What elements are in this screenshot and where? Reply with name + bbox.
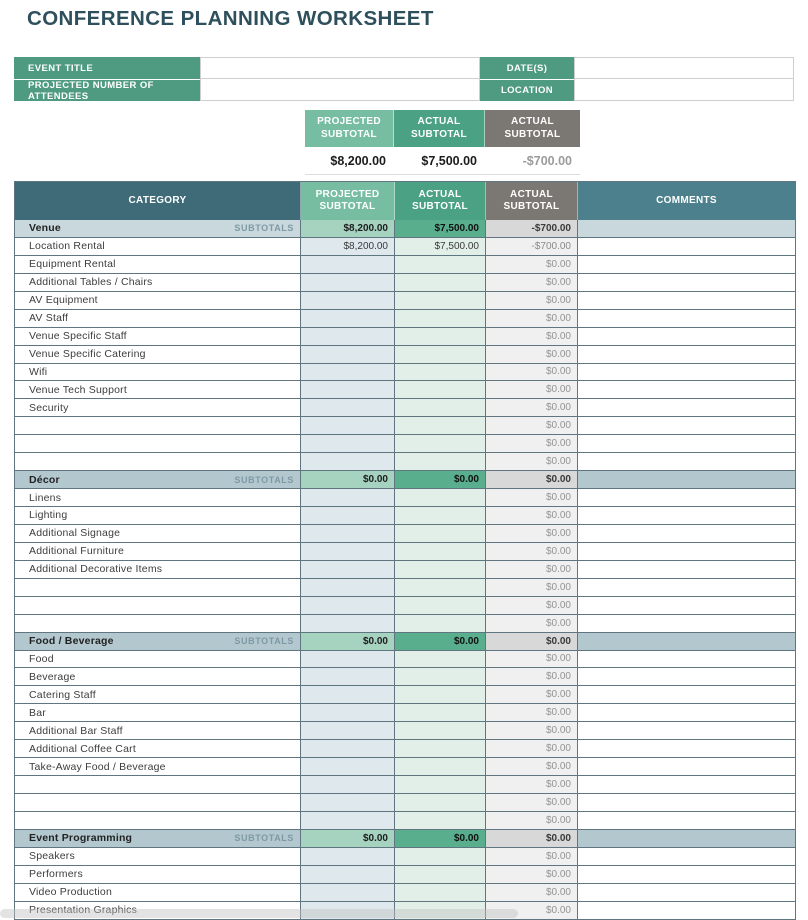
comments-cell[interactable]	[578, 794, 795, 811]
actual-cell[interactable]	[395, 651, 486, 668]
actual-cell[interactable]	[395, 417, 486, 434]
actual-cell[interactable]	[395, 292, 486, 309]
table-row[interactable]	[15, 310, 795, 328]
difference-cell[interactable]: $0.00	[486, 776, 578, 793]
table-row[interactable]	[15, 794, 795, 812]
projected-cell[interactable]	[301, 256, 395, 273]
category-cell[interactable]	[15, 292, 301, 309]
table-row[interactable]	[15, 776, 795, 794]
table-row[interactable]	[15, 525, 795, 543]
category-cell[interactable]	[15, 381, 301, 398]
comments-cell[interactable]	[578, 866, 795, 883]
difference-cell[interactable]: $0.00	[486, 704, 578, 721]
category-cell[interactable]	[15, 812, 301, 829]
category-cell[interactable]	[15, 884, 301, 901]
category-cell[interactable]	[15, 740, 301, 757]
location-input[interactable]	[574, 79, 794, 101]
category-cell[interactable]	[15, 453, 301, 470]
table-row[interactable]	[15, 597, 795, 615]
section-name: Food / Beverage	[29, 635, 114, 648]
horizontal-scrollbar[interactable]	[0, 909, 518, 918]
dates-input[interactable]	[574, 57, 794, 79]
category-cell[interactable]	[15, 274, 301, 291]
actual-cell[interactable]	[395, 579, 486, 596]
category-cell[interactable]	[15, 507, 301, 524]
section-actual-subtotal-cell[interactable]: $0.00	[395, 633, 486, 650]
row-label: Additional Tables / Chairs	[29, 276, 153, 289]
row-label: Venue Tech Support	[29, 383, 127, 396]
category-cell[interactable]	[15, 848, 301, 865]
row-label: Location Rental	[29, 240, 105, 253]
projected-cell[interactable]	[301, 812, 395, 829]
projected-cell[interactable]	[301, 776, 395, 793]
info-row-2	[14, 79, 794, 101]
comments-cell[interactable]	[578, 417, 795, 434]
location-label: LOCATION	[480, 79, 574, 101]
comments-cell[interactable]	[578, 381, 795, 398]
table-row[interactable]	[15, 812, 795, 830]
projected-cell[interactable]	[301, 668, 395, 685]
row-label: Take-Away Food / Beverage	[29, 760, 166, 773]
actual-cell[interactable]	[395, 884, 486, 901]
difference-cell[interactable]: $0.00	[486, 435, 578, 452]
table-row[interactable]	[15, 740, 795, 758]
actual-cell[interactable]	[395, 543, 486, 560]
table-row[interactable]	[15, 615, 795, 633]
comments-cell[interactable]	[578, 597, 795, 614]
row-label: Lighting	[29, 509, 68, 522]
row-label: Additional Signage	[29, 527, 121, 540]
actual-cell[interactable]	[395, 597, 486, 614]
projected-cell[interactable]	[301, 651, 395, 668]
projected-cell[interactable]	[301, 507, 395, 524]
actual-cell[interactable]	[395, 848, 486, 865]
actual-cell[interactable]	[395, 758, 486, 775]
subtotal-summary-values	[305, 147, 580, 175]
comments-cell[interactable]	[578, 812, 795, 829]
comments-cell[interactable]	[578, 489, 795, 506]
category-cell[interactable]	[15, 722, 301, 739]
section-header-row[interactable]	[15, 633, 795, 651]
projected-cell[interactable]	[301, 758, 395, 775]
section-projected-subtotal-cell[interactable]: $0.00	[301, 471, 395, 488]
projected-cell[interactable]	[301, 292, 395, 309]
section-header-row[interactable]	[15, 471, 795, 489]
section-actual-subtotal-diff-cell[interactable]: $0.00	[486, 471, 578, 488]
projected-subtotal-header: PROJECTED SUBTOTAL	[305, 110, 394, 147]
comments-cell[interactable]	[578, 884, 795, 901]
row-label: Catering Staff	[29, 688, 96, 701]
projected-cell[interactable]	[301, 346, 395, 363]
table-row[interactable]	[15, 399, 795, 417]
table-row[interactable]	[15, 579, 795, 597]
section-actual-subtotal-cell[interactable]: $7,500.00	[395, 220, 486, 237]
comments-cell[interactable]	[578, 902, 795, 919]
category-cell[interactable]	[15, 417, 301, 434]
actual-cell[interactable]	[395, 381, 486, 398]
actual-cell[interactable]	[395, 722, 486, 739]
category-cell[interactable]	[15, 615, 301, 632]
actual-cell[interactable]	[395, 310, 486, 327]
actual-subtotal-diff-value[interactable]: -$700.00	[522, 153, 572, 168]
category-cell[interactable]	[15, 489, 301, 506]
category-cell[interactable]	[15, 579, 301, 596]
section-actual-subtotal-diff-cell[interactable]: -$700.00	[486, 220, 578, 237]
projected-cell[interactable]	[301, 561, 395, 578]
projected-cell[interactable]	[301, 381, 395, 398]
comments-cell[interactable]	[578, 651, 795, 668]
actual-subtotal-header: ACTUAL SUBTOTAL	[394, 110, 485, 147]
actual-cell[interactable]	[395, 489, 486, 506]
comments-cell[interactable]	[578, 668, 795, 685]
difference-cell[interactable]: -$700.00	[486, 238, 578, 255]
subtotal-summary-headers	[305, 110, 580, 147]
row-label: Food	[29, 652, 54, 665]
event-title-label: EVENT TITLE	[14, 57, 200, 79]
section-actual-subtotal-diff-cell[interactable]: $0.00	[486, 633, 578, 650]
row-label: Video Production	[29, 886, 112, 899]
difference-cell[interactable]: $0.00	[486, 686, 578, 703]
table-row[interactable]	[15, 274, 795, 292]
category-cell[interactable]	[15, 525, 301, 542]
difference-cell[interactable]: $0.00	[486, 884, 578, 901]
table-row[interactable]	[15, 435, 795, 453]
category-cell[interactable]	[15, 561, 301, 578]
row-label: Venue Specific Staff	[29, 330, 127, 343]
comments-cell[interactable]	[578, 525, 795, 542]
difference-cell[interactable]: $0.00	[486, 812, 578, 829]
projected-cell[interactable]	[301, 722, 395, 739]
category-cell[interactable]	[15, 238, 301, 255]
difference-cell[interactable]: $0.00	[486, 866, 578, 883]
difference-cell[interactable]: $0.00	[486, 902, 578, 919]
section-comments-cell[interactable]	[578, 220, 795, 237]
projected-cell[interactable]	[301, 453, 395, 470]
table-body	[15, 220, 795, 920]
category-cell[interactable]	[15, 256, 301, 273]
projected-cell[interactable]	[301, 848, 395, 865]
difference-cell[interactable]: $0.00	[486, 417, 578, 434]
difference-cell[interactable]: $0.00	[486, 740, 578, 757]
projected-subtotal-column-header: PROJECTED SUBTOTAL	[301, 182, 395, 220]
table-header-row	[15, 182, 795, 220]
projected-cell[interactable]	[301, 579, 395, 596]
projected-cell[interactable]	[301, 543, 395, 560]
difference-cell[interactable]: $0.00	[486, 310, 578, 327]
actual-cell[interactable]	[395, 668, 486, 685]
subtotals-label: SUBTOTALS	[234, 223, 294, 234]
section-category-cell[interactable]	[15, 471, 301, 488]
table-row[interactable]	[15, 364, 795, 382]
difference-cell[interactable]: $0.00	[486, 561, 578, 578]
table-row[interactable]	[15, 651, 795, 669]
comments-cell[interactable]	[578, 453, 795, 470]
table-row[interactable]	[15, 489, 795, 507]
projected-cell[interactable]	[301, 310, 395, 327]
projected-attendees-label: PROJECTED NUMBER OF ATTENDEES	[14, 79, 200, 101]
section-name: Décor	[29, 473, 60, 486]
section-projected-subtotal-cell[interactable]: $0.00	[301, 830, 395, 847]
table-row[interactable]	[15, 866, 795, 884]
comments-cell[interactable]	[578, 722, 795, 739]
comments-cell[interactable]	[578, 399, 795, 416]
section-name: Event Programming	[29, 832, 133, 845]
comments-cell[interactable]	[578, 507, 795, 524]
actual-cell[interactable]	[395, 525, 486, 542]
category-cell[interactable]	[15, 758, 301, 775]
comments-cell[interactable]	[578, 292, 795, 309]
section-projected-subtotal-cell[interactable]: $8,200.00	[301, 220, 395, 237]
projected-cell[interactable]	[301, 597, 395, 614]
table-row[interactable]	[15, 704, 795, 722]
comments-cell[interactable]	[578, 615, 795, 632]
section-name: Venue	[29, 222, 61, 235]
difference-cell[interactable]: $0.00	[486, 453, 578, 470]
projected-cell[interactable]	[301, 364, 395, 381]
row-label: Additional Furniture	[29, 545, 125, 558]
category-cell[interactable]	[15, 399, 301, 416]
category-cell[interactable]	[15, 704, 301, 721]
projected-cell[interactable]	[301, 417, 395, 434]
comments-cell[interactable]	[578, 435, 795, 452]
section-category-cell[interactable]	[15, 633, 301, 650]
category-cell[interactable]	[15, 866, 301, 883]
table-row[interactable]	[15, 543, 795, 561]
actual-subtotal-column-header: ACTUAL SUBTOTAL	[395, 182, 486, 220]
actual-cell[interactable]	[395, 812, 486, 829]
category-cell[interactable]	[15, 794, 301, 811]
section-projected-subtotal-cell[interactable]: $0.00	[301, 633, 395, 650]
category-cell[interactable]	[15, 364, 301, 381]
category-cell[interactable]	[15, 776, 301, 793]
difference-cell[interactable]: $0.00	[486, 507, 578, 524]
actual-subtotal-value[interactable]: $7,500.00	[421, 153, 477, 168]
section-category-cell[interactable]	[15, 220, 301, 237]
actual-cell[interactable]	[395, 507, 486, 524]
row-label: Wifi	[29, 365, 48, 378]
difference-cell[interactable]: $0.00	[486, 292, 578, 309]
comments-cell[interactable]	[578, 848, 795, 865]
actual-cell[interactable]	[395, 435, 486, 452]
event-title-input[interactable]	[200, 57, 480, 79]
actual-cell[interactable]	[395, 256, 486, 273]
projected-cell[interactable]	[301, 328, 395, 345]
page-title: CONFERENCE PLANNING WORKSHEET	[27, 7, 434, 30]
comments-cell[interactable]	[578, 740, 795, 757]
category-cell[interactable]	[15, 651, 301, 668]
row-label: Bar	[29, 706, 46, 719]
projected-cell[interactable]	[301, 525, 395, 542]
difference-cell[interactable]: $0.00	[486, 848, 578, 865]
difference-cell[interactable]: $0.00	[486, 346, 578, 363]
comments-cell[interactable]	[578, 274, 795, 291]
actual-cell[interactable]	[395, 704, 486, 721]
projected-cell[interactable]	[301, 399, 395, 416]
comments-cell[interactable]	[578, 561, 795, 578]
difference-cell[interactable]: $0.00	[486, 668, 578, 685]
comments-cell[interactable]	[578, 256, 795, 273]
row-label: AV Staff	[29, 312, 69, 325]
info-row-1	[14, 57, 794, 79]
actual-cell[interactable]	[395, 364, 486, 381]
actual-cell[interactable]	[395, 776, 486, 793]
section-actual-subtotal-cell[interactable]: $0.00	[395, 830, 486, 847]
table-row[interactable]	[15, 507, 795, 525]
row-label: Presentation Graphics	[29, 904, 138, 917]
table-row[interactable]	[15, 417, 795, 435]
actual-cell[interactable]	[395, 399, 486, 416]
category-cell[interactable]	[15, 668, 301, 685]
actual-cell[interactable]	[395, 615, 486, 632]
dates-label: DATE(S)	[480, 57, 574, 79]
section-comments-cell[interactable]	[578, 830, 795, 847]
category-cell[interactable]	[15, 310, 301, 327]
difference-cell[interactable]: $0.00	[486, 651, 578, 668]
difference-cell[interactable]: $0.00	[486, 525, 578, 542]
row-label: Performers	[29, 868, 83, 881]
projected-attendees-input[interactable]	[200, 79, 480, 101]
comments-cell[interactable]	[578, 758, 795, 775]
subtotal-summary	[305, 110, 580, 175]
table-row[interactable]	[15, 668, 795, 686]
section-actual-subtotal-cell[interactable]: $0.00	[395, 471, 486, 488]
comments-cell[interactable]	[578, 776, 795, 793]
comments-cell[interactable]	[578, 328, 795, 345]
comments-cell[interactable]	[578, 310, 795, 327]
table-row[interactable]	[15, 722, 795, 740]
category-cell[interactable]	[15, 328, 301, 345]
table-row[interactable]	[15, 561, 795, 579]
comments-cell[interactable]	[578, 238, 795, 255]
event-info-grid	[14, 57, 794, 101]
comments-cell[interactable]	[578, 543, 795, 560]
row-label: Security	[29, 401, 69, 414]
actual-cell[interactable]	[395, 866, 486, 883]
table-row[interactable]	[15, 292, 795, 310]
difference-cell[interactable]: $0.00	[486, 381, 578, 398]
row-label: Equipment Rental	[29, 258, 116, 271]
table-row[interactable]	[15, 453, 795, 471]
actual-cell[interactable]	[395, 740, 486, 757]
actual-subtotal-diff-header: ACTUAL SUBTOTAL	[485, 110, 580, 147]
row-label: Additional Decorative Items	[29, 563, 163, 576]
difference-cell[interactable]: $0.00	[486, 615, 578, 632]
projected-cell[interactable]	[301, 489, 395, 506]
table-row[interactable]	[15, 346, 795, 364]
category-cell[interactable]	[15, 543, 301, 560]
difference-cell[interactable]: $0.00	[486, 364, 578, 381]
actual-cell[interactable]	[395, 561, 486, 578]
comments-cell[interactable]	[578, 579, 795, 596]
table-row[interactable]	[15, 238, 795, 256]
section-comments-cell[interactable]	[578, 633, 795, 650]
difference-cell[interactable]: $0.00	[486, 489, 578, 506]
section-category-cell[interactable]	[15, 830, 301, 847]
projected-cell[interactable]	[301, 740, 395, 757]
actual-cell[interactable]	[395, 328, 486, 345]
difference-cell[interactable]: $0.00	[486, 758, 578, 775]
section-comments-cell[interactable]	[578, 471, 795, 488]
category-cell[interactable]	[15, 597, 301, 614]
difference-cell[interactable]: $0.00	[486, 399, 578, 416]
difference-cell[interactable]: $0.00	[486, 256, 578, 273]
projected-subtotal-value[interactable]: $8,200.00	[330, 153, 386, 168]
difference-cell[interactable]: $0.00	[486, 328, 578, 345]
row-label: Venue Specific Catering	[29, 348, 146, 361]
difference-cell[interactable]: $0.00	[486, 543, 578, 560]
category-cell[interactable]	[15, 435, 301, 452]
category-cell[interactable]	[15, 686, 301, 703]
worksheet-table	[14, 181, 796, 920]
actual-cell[interactable]	[395, 274, 486, 291]
actual-cell[interactable]	[395, 346, 486, 363]
table-row[interactable]	[15, 884, 795, 902]
table-row[interactable]	[15, 328, 795, 346]
difference-cell[interactable]: $0.00	[486, 794, 578, 811]
difference-cell[interactable]: $0.00	[486, 274, 578, 291]
actual-subtotal-diff-column-header: ACTUAL SUBTOTAL	[486, 182, 578, 220]
difference-cell[interactable]: $0.00	[486, 597, 578, 614]
actual-cell[interactable]: $7,500.00	[395, 238, 486, 255]
comments-column-header: COMMENTS	[578, 182, 795, 220]
table-row[interactable]	[15, 381, 795, 399]
section-header-row[interactable]	[15, 830, 795, 848]
section-header-row[interactable]	[15, 220, 795, 238]
difference-cell[interactable]: $0.00	[486, 722, 578, 739]
row-label: Linens	[29, 491, 62, 504]
actual-cell[interactable]	[395, 686, 486, 703]
subtotals-label: SUBTOTALS	[234, 474, 294, 485]
actual-cell[interactable]	[395, 794, 486, 811]
row-label: Additional Bar Staff	[29, 724, 123, 737]
subtotals-label: SUBTOTALS	[234, 636, 294, 647]
table-row[interactable]	[15, 686, 795, 704]
projected-cell[interactable]	[301, 435, 395, 452]
actual-cell[interactable]	[395, 453, 486, 470]
row-label: AV Equipment	[29, 294, 98, 307]
projected-cell[interactable]	[301, 274, 395, 291]
difference-cell[interactable]: $0.00	[486, 579, 578, 596]
row-label: Beverage	[29, 670, 76, 683]
category-cell[interactable]	[15, 346, 301, 363]
row-label: Speakers	[29, 850, 75, 863]
projected-cell[interactable]	[301, 615, 395, 632]
comments-cell[interactable]	[578, 704, 795, 721]
projected-cell[interactable]	[301, 794, 395, 811]
comments-cell[interactable]	[578, 364, 795, 381]
projected-cell[interactable]	[301, 884, 395, 901]
table-row[interactable]	[15, 256, 795, 274]
projected-cell[interactable]	[301, 866, 395, 883]
table-row[interactable]	[15, 848, 795, 866]
category-column-header: CATEGORY	[15, 182, 301, 220]
subtotals-label: SUBTOTALS	[234, 833, 294, 844]
comments-cell[interactable]	[578, 346, 795, 363]
comments-cell[interactable]	[578, 686, 795, 703]
projected-cell[interactable]: $8,200.00	[301, 238, 395, 255]
projected-cell[interactable]	[301, 704, 395, 721]
projected-cell[interactable]	[301, 686, 395, 703]
row-label: Additional Coffee Cart	[29, 742, 136, 755]
table-row[interactable]	[15, 758, 795, 776]
section-actual-subtotal-diff-cell[interactable]: $0.00	[486, 830, 578, 847]
